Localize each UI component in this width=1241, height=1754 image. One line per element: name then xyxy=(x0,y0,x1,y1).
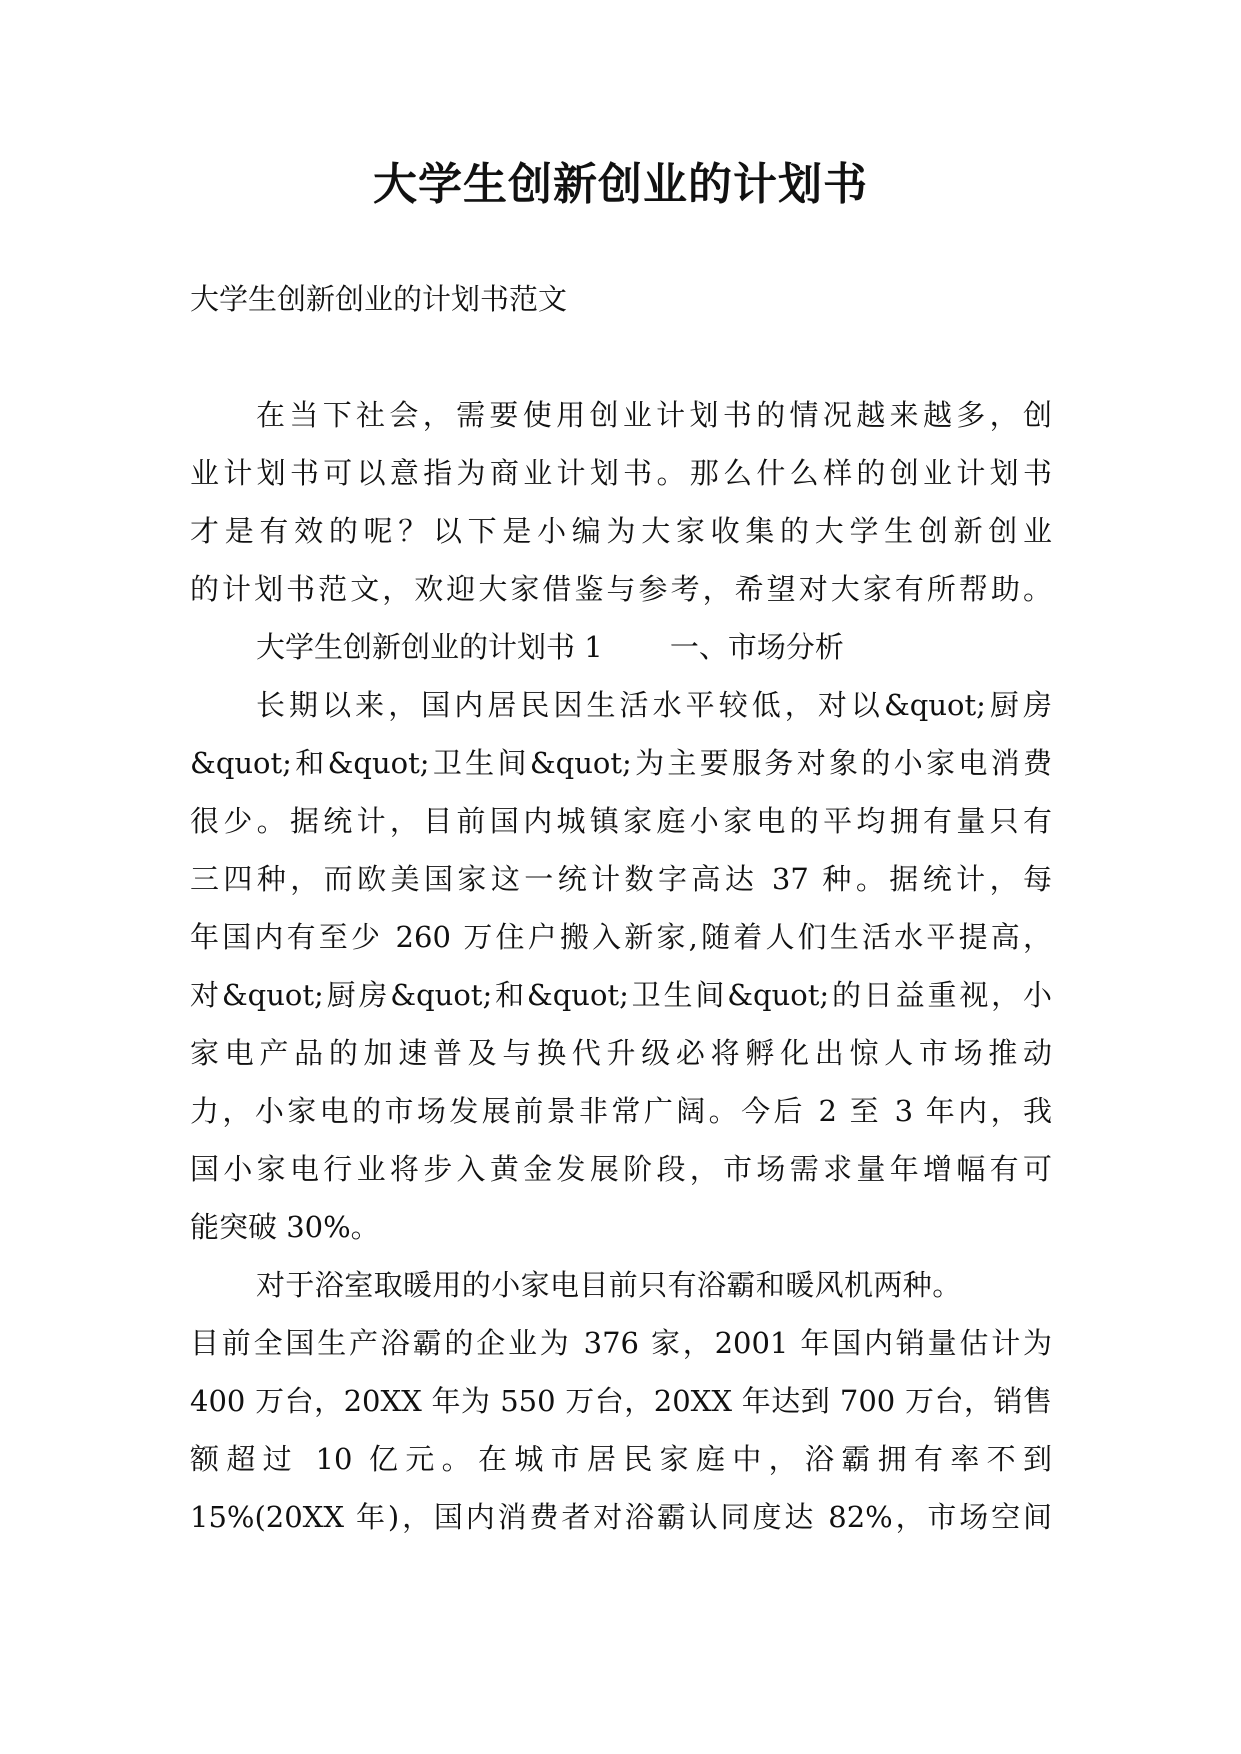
text-line: 400 万台，20XX 年为 550 万台，20XX 年达到 700 万台，销售 xyxy=(190,1384,1052,1418)
text-line: 目前全国生产浴霸的企业为 376 家，2001 年国内销量估计为 xyxy=(190,1326,1052,1360)
document-subtitle: 大学生创新创业的计划书范文 xyxy=(190,282,568,316)
text-line: 才是有效的呢？以下是小编为大家收集的大学生创新创业 xyxy=(190,514,1052,548)
text-line: 长期以来，国内居民因生活水平较低，对以&quot;厨房 xyxy=(256,688,1052,722)
paragraph-intro xyxy=(190,386,1052,618)
text-line: 国小家电行业将步入黄金发展阶段，市场需求量年增幅有可 xyxy=(190,1152,1052,1186)
text-line: 的计划书范文，欢迎大家借鉴与参考，希望对大家有所帮助。 xyxy=(190,572,1052,606)
text-line: 在当下社会，需要使用创业计划书的情况越来越多，创 xyxy=(256,398,1052,432)
text-line: 对于浴室取暖用的小家电目前只有浴霸和暖风机两种。 xyxy=(256,1268,962,1302)
text-line: 年国内有至少 260 万住户搬入新家,随着人们生活水平提高， xyxy=(190,920,1052,954)
document-title: 大学生创新创业的计划书 xyxy=(373,159,868,210)
text-line: 15%(20XX 年)，国内消费者对浴霸认同度达 82%，市场空间 xyxy=(190,1500,1052,1534)
spacer xyxy=(190,328,1052,386)
text-line: 能突破 30%。 xyxy=(190,1210,380,1244)
text-line: 很少。据统计，目前国内城镇家庭小家电的平均拥有量只有 xyxy=(190,804,1052,838)
paragraph-market-analysis xyxy=(190,676,1052,1256)
text-line: 大学生创新创业的计划书 1 一、市场分析 xyxy=(256,630,844,664)
text-line: 力，小家电的市场发展前景非常广阔。今后 2 至 3 年内，我 xyxy=(190,1094,1052,1128)
text-line: 额超过 10 亿元。在城市居民家庭中，浴霸拥有率不到 xyxy=(190,1442,1052,1476)
text-line: &quot;和&quot;卫生间&quot;为主要服务对象的小家电消费 xyxy=(190,746,1052,780)
text-line: 家电产品的加速普及与换代升级必将孵化出惊人市场推动 xyxy=(190,1036,1052,1070)
text-line: 对&quot;厨房&quot;和&quot;卫生间&quot;的日益重视，小 xyxy=(190,978,1052,1012)
text-line: 三四种，而欧美国家这一统计数字高达 37 种。据统计，每 xyxy=(190,862,1052,896)
section-heading xyxy=(190,618,1052,676)
text-line: 业计划书可以意指为商业计划书。那么什么样的创业计划书 xyxy=(190,456,1052,490)
paragraph-bathroom-heating xyxy=(190,1256,1052,1546)
document-body xyxy=(190,270,1052,1546)
